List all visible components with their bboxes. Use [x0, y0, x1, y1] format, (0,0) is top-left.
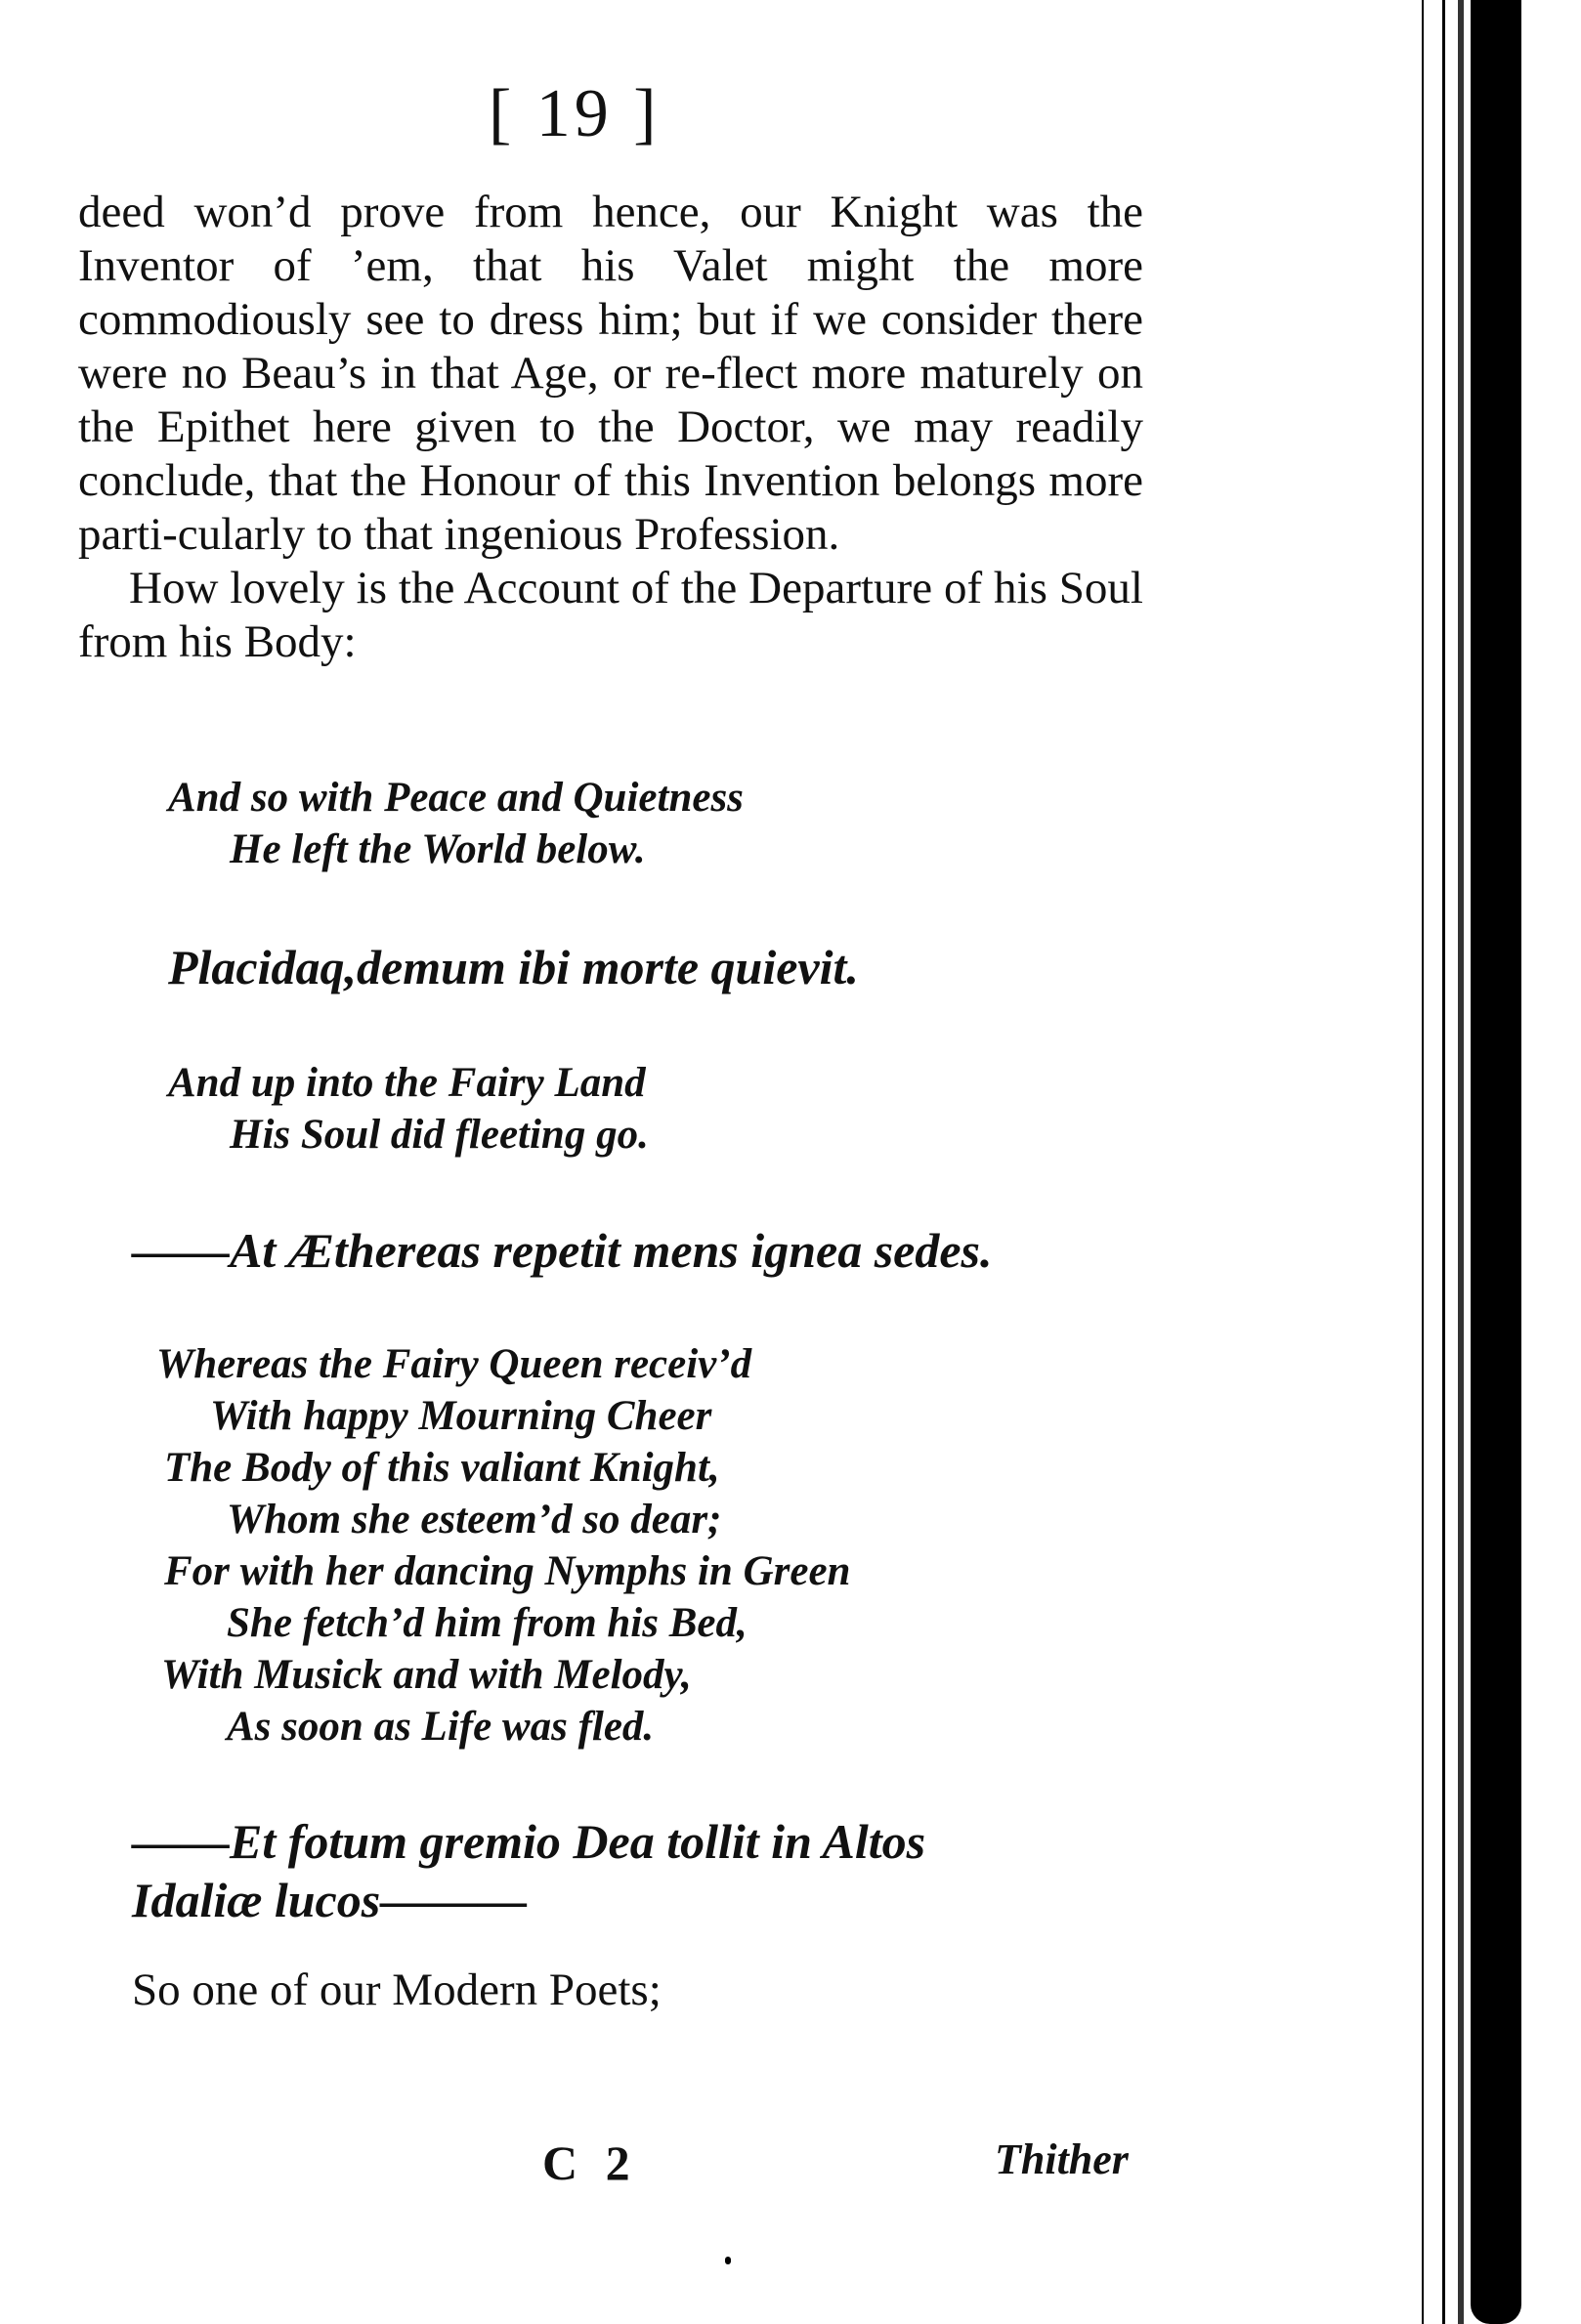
verse-line: She fetch’d him from his Bed,	[227, 1600, 748, 1646]
verse-line: The Body of this valiant Knight,	[164, 1445, 720, 1491]
gutter-line	[1422, 0, 1424, 2324]
verse-line: Whereas the Fairy Queen receiv’d	[156, 1341, 752, 1387]
paragraph-1: deed won’d prove from hence, our Knight was the Inventor of ’em, that his Valet might the more commodiously see to dress him; but if we consider there were no Beau’s in that Age, or re-flect more maturely on the Epithet here given to the Doctor, we may readily conclude, that the Honour of this Invention belongs more parti-cularly to that ingenious Profession.	[78, 187, 1143, 560]
verse-line: Whom she esteem’d so dear;	[227, 1497, 722, 1542]
paragraph-2: How lovely is the Account of the Departure of his Soul from his Body:	[78, 563, 1143, 667]
verse-line: With Musick and with Melody,	[161, 1652, 692, 1698]
gutter-shadow	[1471, 0, 1521, 2324]
latin-quotation-1: Placidaq,demum ibi morte quievit.	[168, 940, 859, 994]
page-number: [ 19 ]	[489, 76, 661, 151]
gutter-line	[1442, 0, 1445, 2324]
latin-line: Idaliæ lucos———	[132, 1873, 528, 1927]
verse-stanza-1	[0, 772, 744, 875]
closing-line: So one of our Modern Poets;	[132, 1965, 662, 2015]
verse-stanza-2	[0, 1057, 649, 1161]
latin-quotation-2: ——At Æthereas repetit mens ignea sedes.	[132, 1223, 993, 1278]
gutter-line	[1458, 0, 1464, 2324]
verse-line: His Soul did fleeting go.	[230, 1112, 649, 1158]
latin-quotation-3	[132, 1812, 925, 1929]
verse-line: He left the World below.	[230, 826, 646, 872]
catchword: Thither	[995, 2135, 1129, 2183]
verse-line: For with her dancing Nymphs in Green	[164, 1548, 851, 1594]
verse-line: And up into the Fairy Land	[168, 1060, 646, 1106]
verse-line: With happy Mourning Cheer	[210, 1393, 712, 1439]
verse-stanza-3	[0, 1338, 850, 1753]
latin-line: ——Et fotum gremio Dea tollit in Altos	[132, 1814, 926, 1869]
prose-block	[78, 186, 1143, 669]
verse-line: And so with Peace and Quietness	[168, 775, 744, 821]
verse-line: As soon as Life was fled.	[227, 1704, 655, 1750]
ink-speck	[725, 2257, 731, 2264]
signature-mark: C 2	[542, 2135, 638, 2190]
